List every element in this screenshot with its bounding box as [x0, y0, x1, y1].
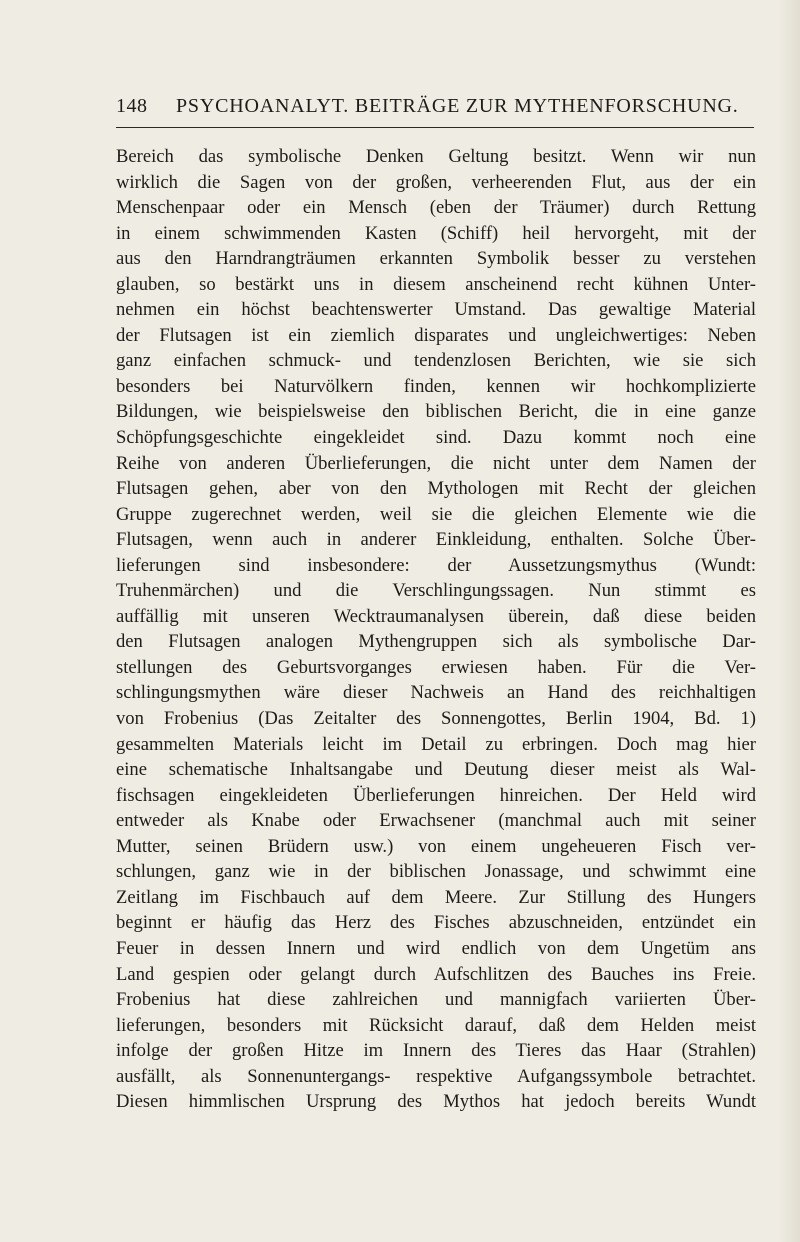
text-line: Flutsagen, wenn auch in anderer Einkleidung, enthalten. Solche Über- [116, 529, 756, 551]
text-line: Flutsagen gehen, aber von den Mythologen mit Recht der gleichen [116, 478, 756, 500]
text-line: lieferungen, besonders mit Rücksicht darauf, daß dem Helden meist [116, 1014, 756, 1036]
text-line: nehmen ein höchst beachtenswerter Umstand. Das gewaltige Material [116, 299, 756, 321]
text-line: beginnt er häufig das Herz des Fisches abzuschneiden, entzündet ein [116, 912, 756, 934]
text-line: infolge der großen Hitze im Innern des Tieres das Haar (Strahlen) [116, 1040, 756, 1062]
body-text [116, 144, 756, 1115]
running-head: PSYCHOANALYT. BEITRÄGE ZUR MYTHENFORSCHUNG. [176, 95, 739, 117]
text-line: fischsagen eingekleideten Überlieferungen hinreichen. Der Held wird [116, 784, 756, 806]
text-line: schlungen, ganz wie in der biblischen Jonassage, und schwimmt eine [116, 861, 756, 883]
text-line: Feuer in dessen Innern und wird endlich von dem Ungetüm ans [116, 937, 756, 959]
text-line: den Flutsagen analogen Mythengruppen sich als symbolische Dar- [116, 631, 756, 653]
page-number: 148 [116, 95, 148, 117]
text-line: aus den Harndrangträumen erkannten Symbolik besser zu verstehen [116, 248, 756, 270]
page-header [116, 94, 756, 124]
header-rule [116, 127, 754, 128]
text-line: Truhenmärchen) und die Verschlingungssagen. Nun stimmt es [116, 580, 756, 602]
text-line: stellungen des Geburtsvorganges erwiesen haben. Für die Ver- [116, 656, 756, 678]
text-line: auffällig mit unseren Wecktraumanalysen überein, daß diese beiden [116, 605, 756, 627]
text-line: Gruppe zugerechnet werden, weil sie die gleichen Elemente wie die [116, 503, 756, 525]
text-line: Land gespien oder gelangt durch Aufschlitzen des Bauches ins Freie. [116, 963, 756, 985]
text-line: in einem schwimmenden Kasten (Schiff) heil hervorgeht, mit der [116, 222, 756, 244]
text-line: Frobenius hat diese zahlreichen und mannigfach variierten Über- [116, 989, 756, 1011]
text-line: ausfällt, als Sonnenuntergangs- respektive Aufgangssymbole betrachtet. [116, 1065, 756, 1087]
text-line: Bereich das symbolische Denken Geltung besitzt. Wenn wir nun [116, 146, 756, 167]
text-line: Mutter, seinen Brüdern usw.) von einem ungeheueren Fisch ver- [116, 835, 756, 857]
text-line: glauben, so bestärkt uns in diesem anscheinend recht kühnen Unter- [116, 273, 756, 295]
page-edge-shadow [778, 0, 800, 1242]
text-line: besonders bei Naturvölkern finden, kennen wir hochkomplizierte [116, 375, 756, 397]
text-line: Diesen himmlischen Ursprung des Mythos hat jedoch bereits Wundt [116, 1091, 756, 1113]
text-line: Menschenpaar oder ein Mensch (eben der Träumer) durch Rettung [116, 197, 756, 219]
text-line: eine schematische Inhaltsangabe und Deutung dieser meist als Wal- [116, 759, 756, 781]
text-line: ganz einfachen schmuck- und tendenzlosen Berichten, wie sie sich [116, 350, 756, 372]
text-line: von Frobenius (Das Zeitalter des Sonnengottes, Berlin 1904, Bd. 1) [116, 708, 756, 730]
text-line: Bildungen, wie beispielsweise den biblischen Bericht, die in eine ganze [116, 401, 756, 423]
text-line: Zeitlang im Fischbauch auf dem Meere. Zur Stillung des Hungers [116, 886, 756, 908]
text-line: lieferungen sind insbesondere: der Aussetzungsmythus (Wundt: [116, 554, 756, 576]
text-line: der Flutsagen ist ein ziemlich disparates und ungleichwertiges: Neben [116, 324, 756, 346]
text-line: Reihe von anderen Überlieferungen, die nicht unter dem Namen der [116, 452, 756, 474]
text-line: entweder als Knabe oder Erwachsener (manchmal auch mit seiner [116, 810, 756, 832]
text-line: Schöpfungsgeschichte eingekleidet sind. Dazu kommt noch eine [116, 427, 756, 449]
text-line: schlingungsmythen wäre dieser Nachweis an Hand des reichhaltigen [116, 682, 756, 704]
text-line: wirklich die Sagen von der großen, verheerenden Flut, aus der ein [116, 171, 756, 193]
text-line: gesammelten Materials leicht im Detail zu erbringen. Doch mag hier [116, 733, 756, 755]
